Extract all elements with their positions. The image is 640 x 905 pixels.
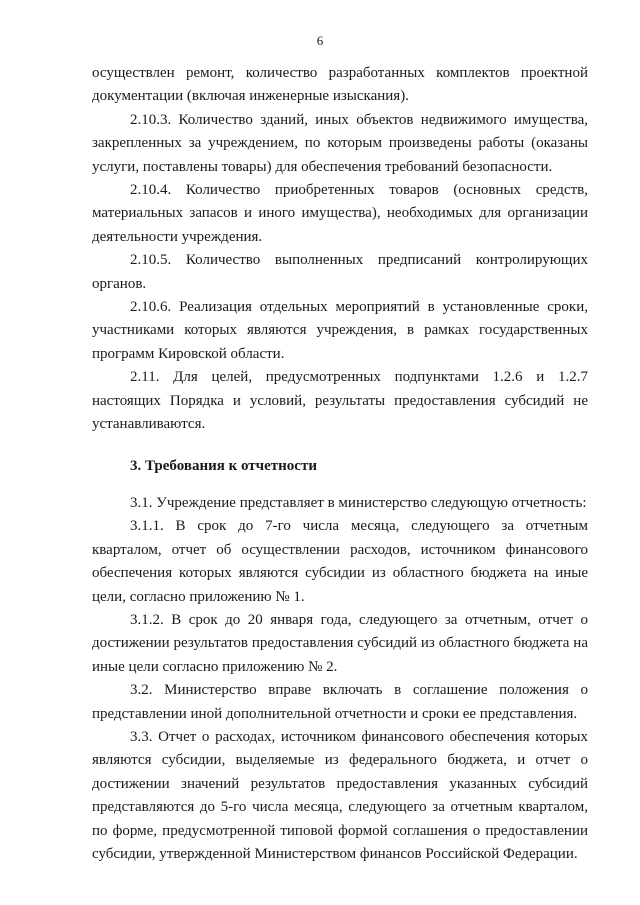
paragraph-2-10-3: 2.10.3. Количество зданий, иных объектов недвижимого имущества, закрепленных за учреждением, по которым произведены работы (оказаны услуги, поставлены товары) для обеспечения требований безопасности. <box>92 111 588 175</box>
document-body <box>92 62 588 866</box>
paragraph-continuation: осуществлен ремонт, количество разработанных комплектов проектной документации (включая инженерные изыскания). <box>92 65 588 105</box>
paragraph-2-10-6: 2.10.6. Реализация отдельных мероприятий в установленные сроки, участниками которых являются учреждения, в рамках государственных программ Кировской области. <box>92 299 588 362</box>
paragraph-3-3: 3.3. Отчет о расходах, источником финансового обеспечения которых являются субсидии, выделяемые из федерального бюджета, и отчет о достижении значений результатов предоставления указанных субсидий представляются до 5-го числа месяца, следующего за отчетным кварталом, по форме, предусмотренной типовой формой соглашения о предоставлении субсидии, утвержденной Министерством финансов Российской Федерации. <box>92 728 588 862</box>
paragraph-3-1-1: 3.1.1. В срок до 7-го числа месяца, следующего за отчетным кварталом, отчет об осуществлении расходов, источником финансового обеспечения которых являются субсидии из областного бюджета на иные цели, согласно приложению № 1. <box>92 518 588 605</box>
paragraph-2-11: 2.11. Для целей, предусмотренных подпунктами 1.2.6 и 1.2.7 настоящих Порядка и условий, результаты предоставления субсидий не устанавливаются. <box>92 369 588 433</box>
paragraph-2-10-5: 2.10.5. Количество выполненных предписаний контролирующих органов. <box>92 252 588 292</box>
paragraph-3-1-2: 3.1.2. В срок до 20 января года, следующего за отчетным, отчет о достижении результатов предоставления субсидий из областного бюджета на иные цели согласно приложению № 2. <box>92 611 588 675</box>
section-heading: 3. Требования к отчетности <box>130 457 317 474</box>
paragraph-2-10-4: 2.10.4. Количество приобретенных товаров (основных средств, материальных запасов и иного имущества), необходимых для организации деятельности учреждения. <box>92 182 588 245</box>
paragraph-3-2: 3.2. Министерство вправе включать в соглашение положения о представлении иной дополнительной отчетности и сроки ее представления. <box>92 682 588 722</box>
page-number: 6 <box>316 33 324 48</box>
paragraph-3-1: 3.1. Учреждение представляет в министерство следующую отчетность: <box>130 494 587 511</box>
